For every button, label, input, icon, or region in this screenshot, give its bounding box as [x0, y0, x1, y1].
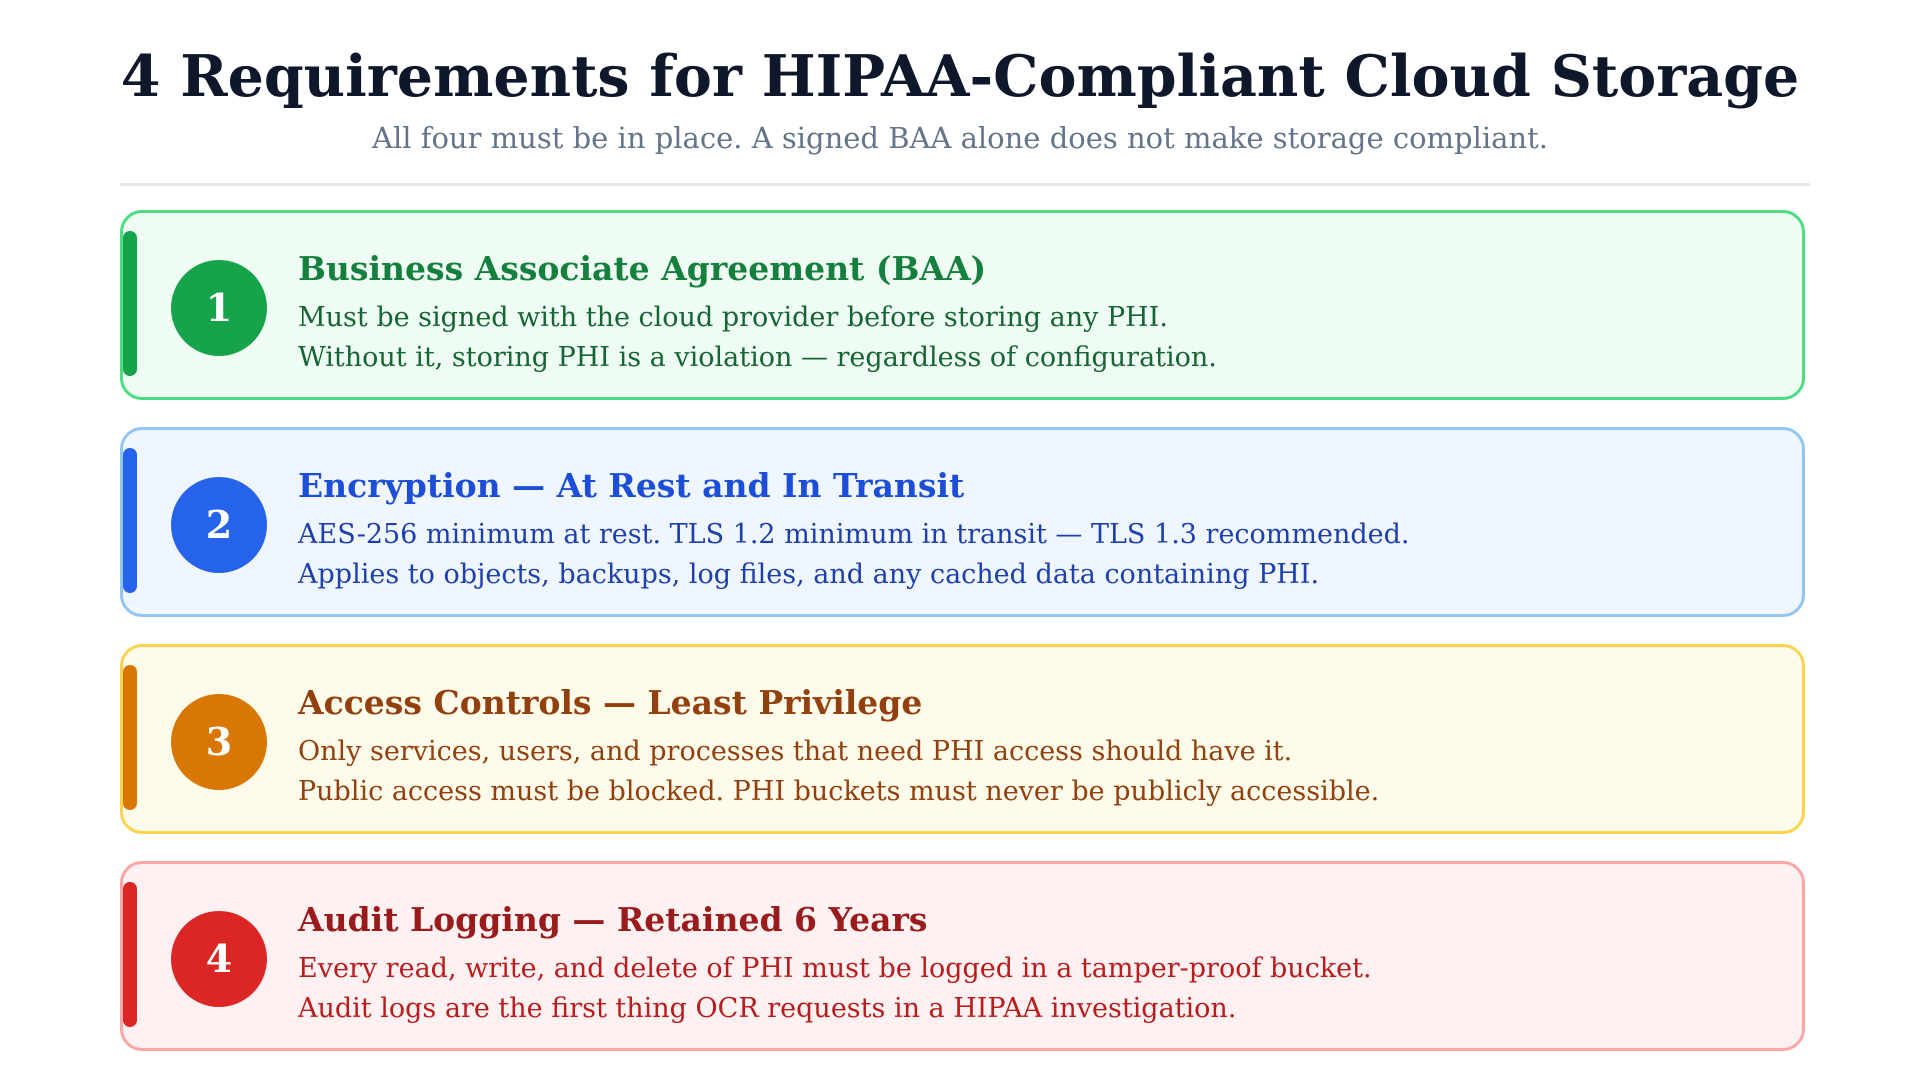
card-accent-bar: [123, 448, 137, 593]
requirement-description-line-1: Must be signed with the cloud provider before storing any PHI.: [298, 302, 1168, 333]
step-number-badge: 1: [171, 260, 267, 356]
step-number-badge: 3: [171, 694, 267, 790]
card-accent-bar: [123, 231, 137, 376]
requirement-title: Access Controls — Least Privilege: [298, 683, 923, 722]
requirement-description-line-1: AES-256 minimum at rest. TLS 1.2 minimum in transit — TLS 1.3 recommended.: [298, 519, 1410, 550]
step-number-badge: 4: [171, 911, 267, 1007]
requirement-description-line-2: Public access must be blocked. PHI buckets must never be publicly accessible.: [298, 776, 1380, 807]
requirement-description-line-2: Applies to objects, backups, log files, and any cached data containing PHI.: [298, 559, 1320, 590]
requirement-description-line-1: Every read, write, and delete of PHI must be logged in a tamper-proof bucket.: [298, 953, 1372, 984]
requirement-title: Encryption — At Rest and In Transit: [298, 466, 965, 505]
requirement-card-audit-logging: [120, 861, 1805, 1051]
requirement-description-line-2: Without it, storing PHI is a violation — regardless of configuration.: [298, 342, 1217, 373]
requirement-title: Audit Logging — Retained 6 Years: [298, 900, 928, 939]
page-title: 4 Requirements for HIPAA-Compliant Cloud Storage: [120, 43, 1800, 110]
card-accent-bar: [123, 665, 137, 810]
step-number-badge: 2: [171, 477, 267, 573]
requirement-card-encryption: [120, 427, 1805, 617]
header-divider: [120, 183, 1810, 186]
page-subtitle: All four must be in place. A signed BAA alone does not make storage compliant.: [372, 121, 1548, 155]
requirement-card-baa: [120, 210, 1805, 400]
requirement-description-line-1: Only services, users, and processes that need PHI access should have it.: [298, 736, 1293, 767]
requirement-title: Business Associate Agreement (BAA): [298, 249, 987, 288]
requirement-card-access-controls: [120, 644, 1805, 834]
requirement-description-line-2: Audit logs are the first thing OCR requests in a HIPAA investigation.: [298, 993, 1237, 1024]
card-accent-bar: [123, 882, 137, 1027]
